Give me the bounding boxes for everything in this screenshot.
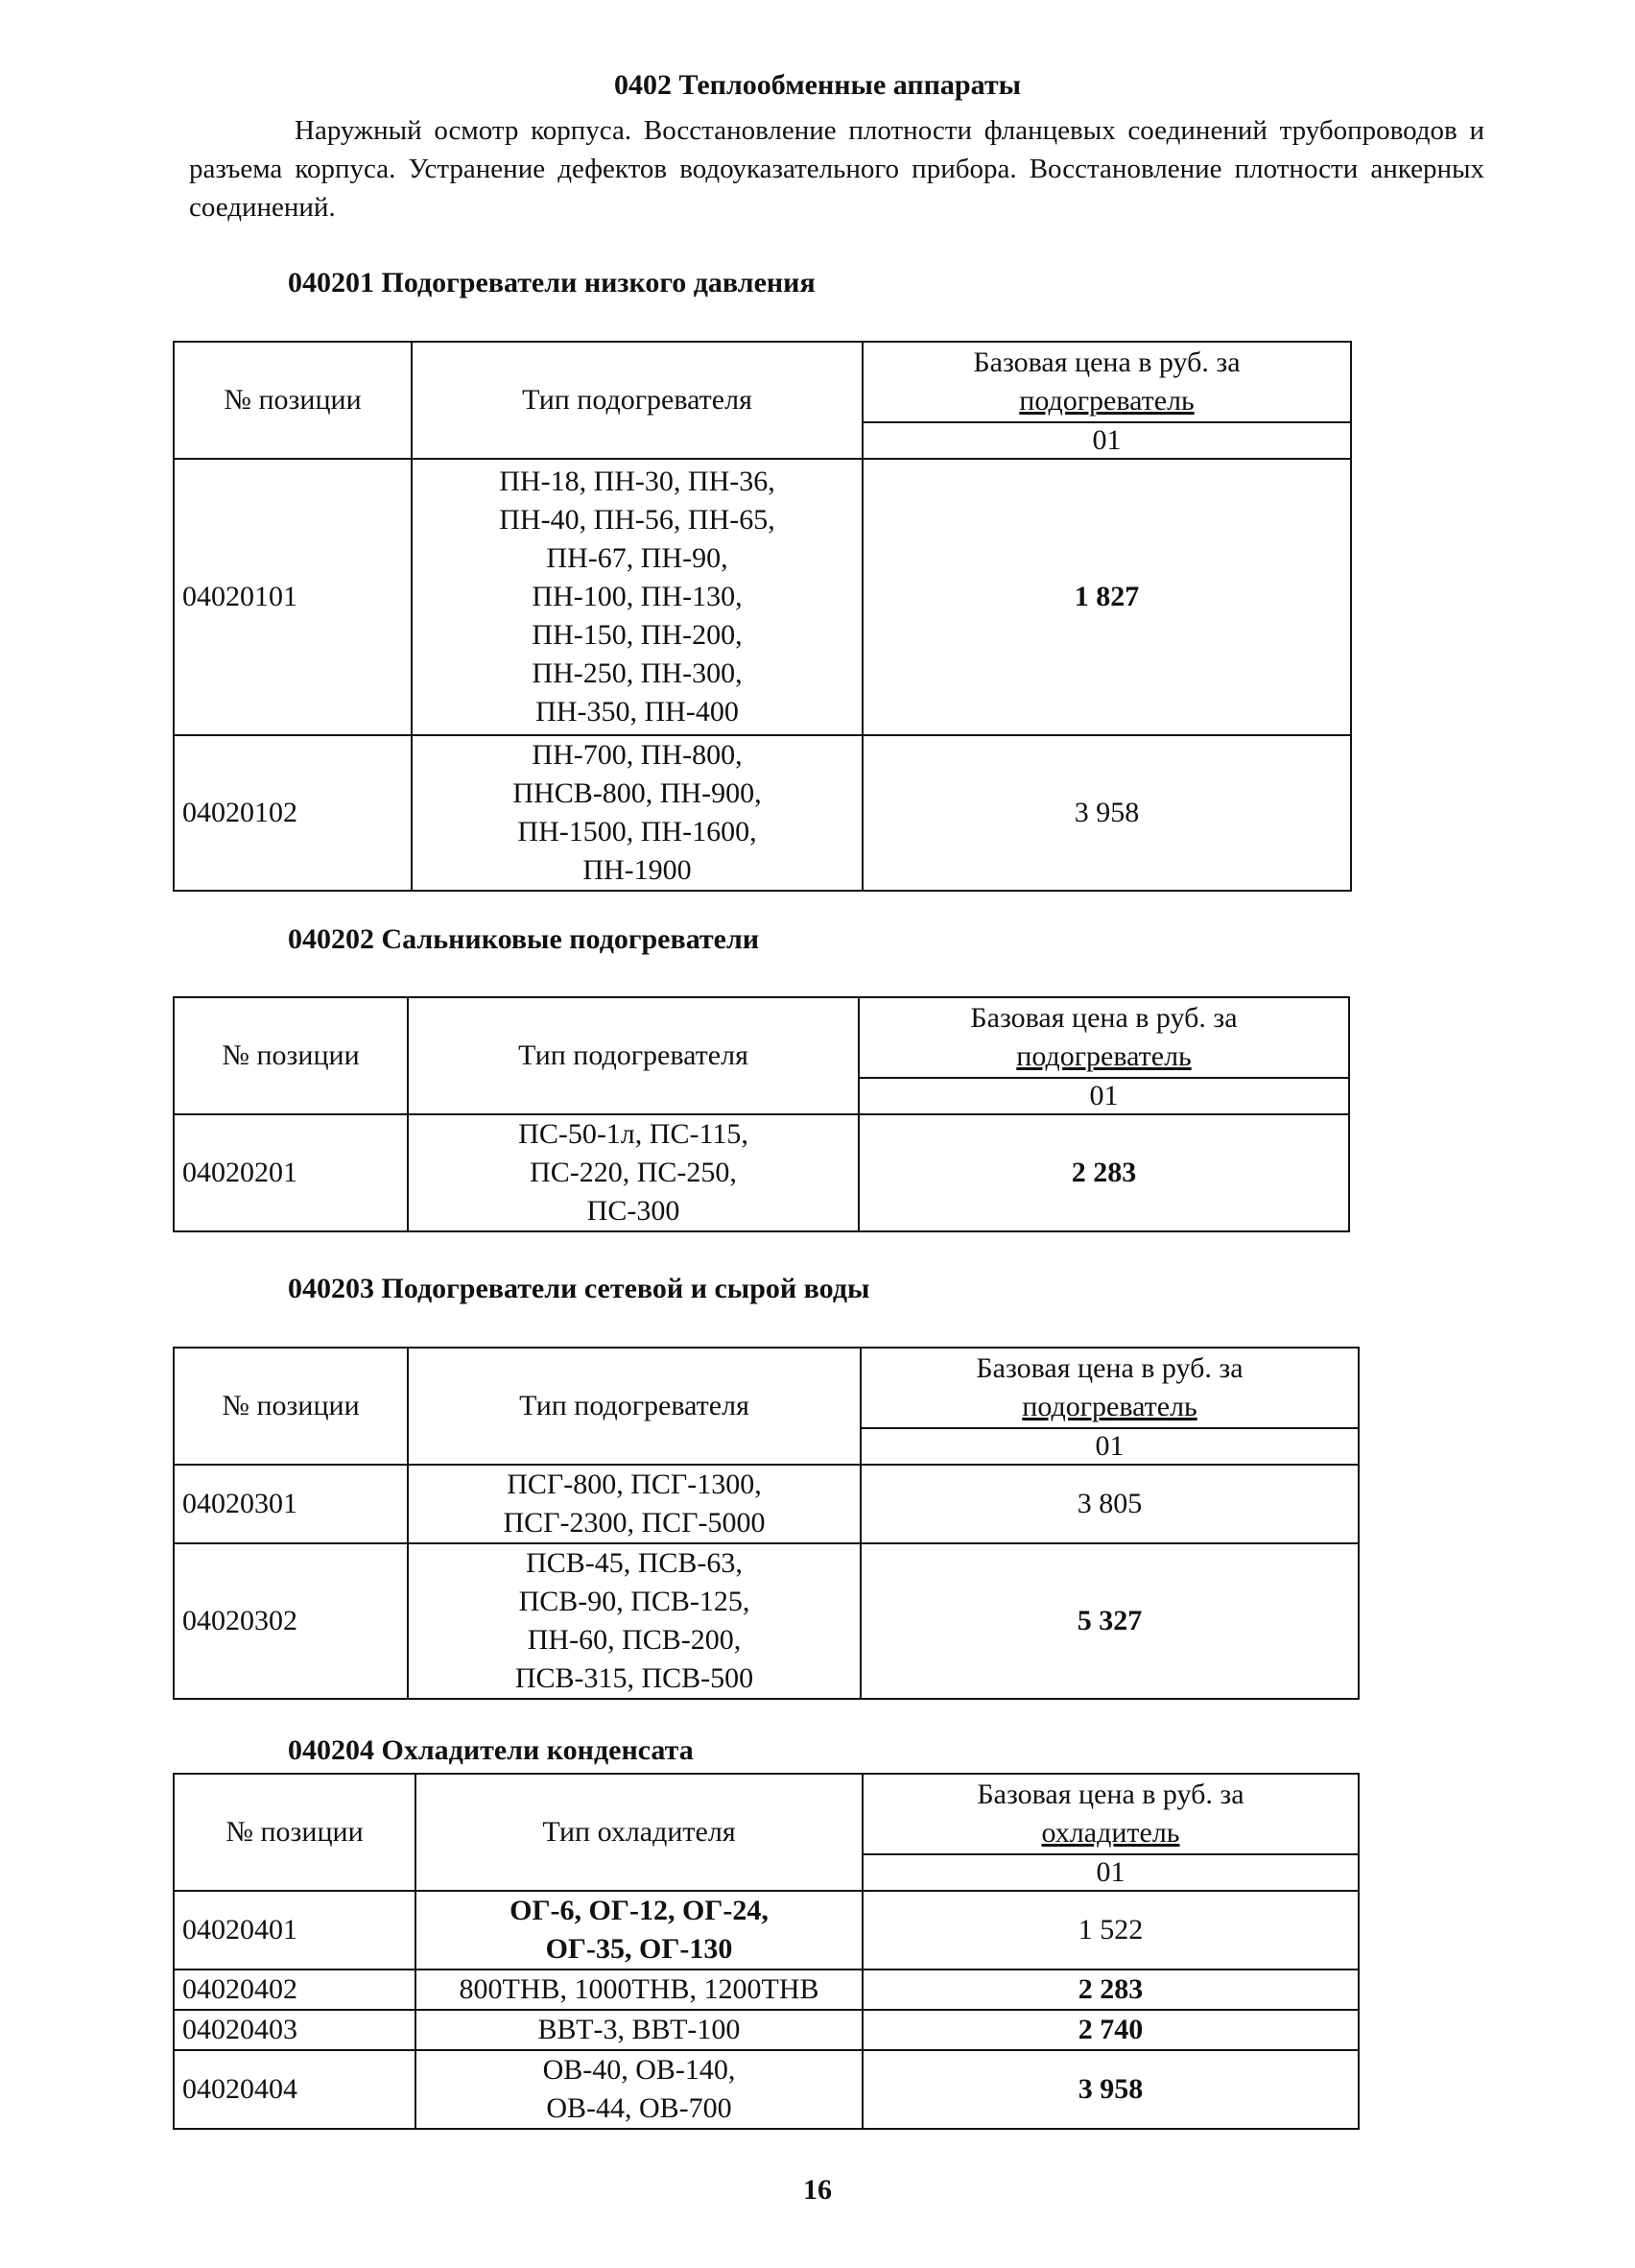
type-line: ОВ-40, ОВ-140, (542, 2054, 736, 2086)
position-cell: 04020401 (174, 1891, 415, 1970)
type-line: ПСГ-800, ПСГ-1300, (507, 1468, 762, 1500)
header-price-unit: охладитель (1041, 1817, 1180, 1849)
header-code: 01 (863, 422, 1351, 459)
type-line: ПН-700, ПН-800, (532, 739, 743, 771)
type-line: ПН-67, ПН-90, (546, 542, 728, 574)
type-line: ПН-18, ПН-30, ПН-36, (499, 466, 775, 497)
section-title: 040203 Подогреватели сетевой и сырой воды (288, 1273, 870, 1304)
type-cell (412, 735, 863, 891)
header-type: Тип подогревателя (412, 342, 863, 459)
page-heading: 0402 Теплообменные аппараты (614, 69, 1021, 101)
type-cell (408, 1543, 861, 1699)
position-cell: 04020302 (174, 1543, 408, 1699)
type-line: ОГ-6, ОГ-12, ОГ-24, (509, 1895, 769, 1926)
type-cell (412, 459, 863, 735)
type-line: 800ТНВ, 1000ТНВ, 1200ТНВ (459, 1973, 819, 2005)
type-line: ПН-60, ПСВ-200, (527, 1624, 742, 1656)
type-cell (408, 1465, 861, 1543)
type-cell (415, 1970, 863, 2010)
type-cell (415, 2010, 863, 2050)
type-line: ВВТ-3, ВВТ-100 (537, 2014, 741, 2045)
page-number: 16 (803, 2174, 832, 2206)
type-line: ПНСВ-800, ПН-900, (512, 777, 762, 809)
type-line: ПС-300 (586, 1195, 680, 1227)
intro-paragraph: Наружный осмотр корпуса. Восстановление плотности фланцевых соединений трубопроводов и разъема корпуса. Устранение дефектов водоуказательного прибора. Восстановление плотности анкерных соединений. (189, 115, 1484, 223)
position-cell: 04020201 (174, 1114, 408, 1231)
type-cell (408, 1114, 859, 1231)
type-line: ПН-250, ПН-300, (532, 657, 743, 689)
header-position: № позиции (174, 342, 412, 459)
type-line: ОВ-44, ОВ-700 (546, 2092, 732, 2124)
price-cell: 2 283 (863, 1970, 1359, 2010)
price-cell: 1 522 (863, 1891, 1359, 1970)
type-line: ПН-1500, ПН-1600, (517, 816, 757, 848)
header-type: Тип охладителя (415, 1774, 863, 1891)
price-table (173, 1773, 1360, 2130)
price-cell: 2 283 (859, 1114, 1349, 1231)
header-price-unit: подогреватель (1016, 1040, 1192, 1072)
price-cell: 2 740 (863, 2010, 1359, 2050)
price-cell: 5 327 (861, 1543, 1359, 1699)
type-cell (415, 1891, 863, 1970)
position-cell: 04020101 (174, 459, 412, 735)
header-price-line: Базовая цена в руб. за (970, 1002, 1238, 1034)
position-cell: 04020403 (174, 2010, 415, 2050)
header-code: 01 (863, 1854, 1359, 1891)
header-price (863, 1774, 1359, 1854)
header-position: № позиции (174, 997, 408, 1114)
header-price (861, 1348, 1359, 1428)
type-line: ПН-1900 (582, 854, 692, 886)
section-title: 040202 Сальниковые подогреватели (288, 923, 760, 955)
section-title: 040201 Подогреватели низкого давления (288, 267, 816, 298)
position-cell: 04020404 (174, 2050, 415, 2129)
header-price-line: Базовая цена в руб. за (973, 346, 1241, 378)
price-cell: 1 827 (863, 459, 1351, 735)
type-cell (415, 2050, 863, 2129)
header-code: 01 (861, 1428, 1359, 1465)
type-line: ПН-150, ПН-200, (532, 619, 743, 651)
position-cell: 04020301 (174, 1465, 408, 1543)
price-table (173, 996, 1350, 1232)
header-price-line: Базовая цена в руб. за (977, 1779, 1244, 1810)
header-price (863, 342, 1351, 422)
type-line: ОГ-35, ОГ-130 (545, 1933, 733, 1965)
price-table (173, 341, 1352, 892)
type-line: ПС-220, ПС-250, (530, 1157, 737, 1188)
header-price-unit: подогреватель (1019, 385, 1195, 417)
position-cell: 04020402 (174, 1970, 415, 2010)
type-line: ПСВ-45, ПСВ-63, (526, 1547, 743, 1579)
price-cell: 3 805 (861, 1465, 1359, 1543)
header-type: Тип подогревателя (408, 997, 859, 1114)
header-type: Тип подогревателя (408, 1348, 861, 1465)
type-line: ПН-100, ПН-130, (532, 581, 743, 612)
type-line: ПСГ-2300, ПСГ-5000 (503, 1507, 766, 1539)
header-price-unit: подогреватель (1022, 1391, 1197, 1422)
section-title: 040204 Охладители конденсата (288, 1734, 694, 1766)
header-position: № позиции (174, 1774, 415, 1891)
price-table (173, 1347, 1360, 1700)
header-price (859, 997, 1349, 1078)
type-line: ПН-40, ПН-56, ПН-65, (499, 504, 775, 536)
type-line: ПС-50-1л, ПС-115, (518, 1118, 748, 1150)
price-cell: 3 958 (863, 735, 1351, 891)
type-line: ПСВ-315, ПСВ-500 (514, 1662, 754, 1694)
type-line: ПН-350, ПН-400 (535, 696, 739, 728)
header-price-line: Базовая цена в руб. за (976, 1352, 1244, 1384)
price-cell: 3 958 (863, 2050, 1359, 2129)
position-cell: 04020102 (174, 735, 412, 891)
type-line: ПСВ-90, ПСВ-125, (518, 1586, 750, 1617)
header-code: 01 (859, 1078, 1349, 1114)
header-position: № позиции (174, 1348, 408, 1465)
